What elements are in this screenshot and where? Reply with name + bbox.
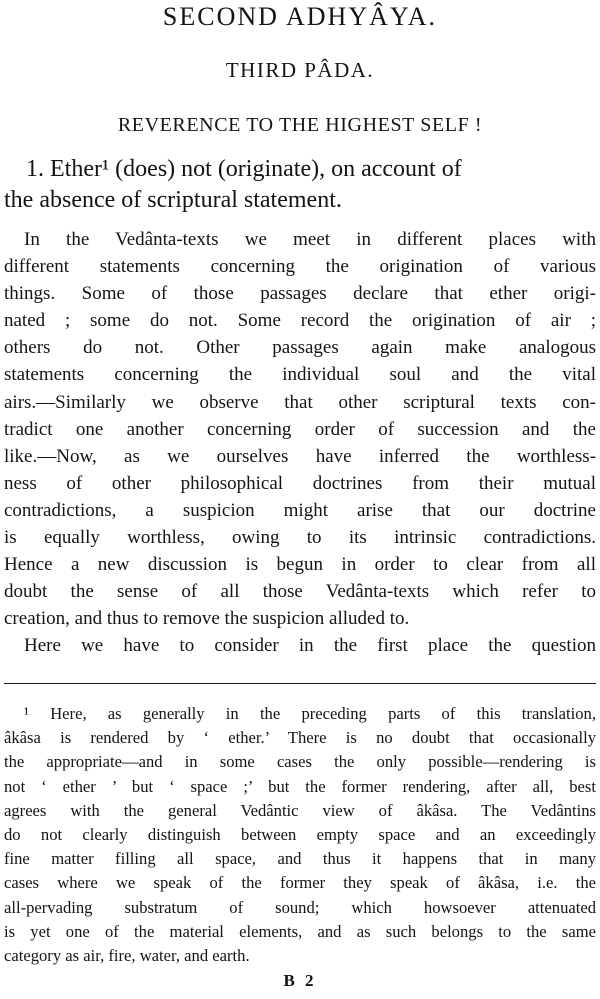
commentary-line: is equally worthless, owing to its intrinsic contradictions. xyxy=(4,527,596,549)
commentary-line: nated ; some do not. Some record the origination of air ; xyxy=(4,310,596,332)
footnote-line: not ‘ ether ’ but ‘ space ;’ but the former rendering, after all, best xyxy=(4,776,596,796)
footnote-line: fine matter filling all space, and thus it happens that in many xyxy=(4,849,596,869)
sutra-line: the absence of scriptural statement. xyxy=(4,187,342,213)
footnote-divider xyxy=(4,683,596,684)
footnote-line: âkâsa is rendered by ‘ ether.’ There is no doubt that occasionally xyxy=(4,728,596,748)
commentary-line: others do not. Other passages again make analogous xyxy=(4,337,596,359)
footnote-line: category as air, fire, water, and earth. xyxy=(4,945,250,965)
commentary-line: things. Some of those passages declare that ether origi- xyxy=(4,283,596,305)
commentary-line: contradictions, a suspicion might arise that our doctrine xyxy=(4,499,596,521)
commentary-line: creation, and thus to remove the suspicion alluded to. xyxy=(4,608,410,630)
section-title: THIRD PÂDA. xyxy=(225,58,375,82)
footnote-line: all-pervading substratum of sound; which howsoever attenuated xyxy=(4,897,596,917)
commentary-line: ness of other philosophical doctrines from their mutual xyxy=(4,472,596,494)
footnote-line: agrees with the general Vedântic view of âkâsa. The Vedântins xyxy=(4,800,596,820)
footnote-line: the appropriate—and in some cases the only possible—rendering is xyxy=(4,752,596,772)
invocation-heading: REVERENCE TO THE HIGHEST SELF ! xyxy=(117,114,483,136)
footnote-line: is yet one of the material elements, and as such belongs to the same xyxy=(4,921,596,941)
commentary-line: like.—Now, as we ourselves have inferred the worthless- xyxy=(4,445,596,467)
chapter-title: SECOND ADHYÂYA. xyxy=(162,2,438,31)
commentary-line: In the Vedânta-texts we meet in different places with xyxy=(24,229,596,250)
signature-mark: B 2 xyxy=(283,971,317,990)
commentary-line: airs.—Similarly we observe that other scriptural texts con- xyxy=(4,391,596,413)
sutra-text xyxy=(4,154,596,216)
footnote-line: ¹ Here, as generally in the preceding parts of this translation, xyxy=(24,704,596,723)
footnote-line: cases where we speak of the former they speak of âkâsa, i.e. the xyxy=(4,873,596,893)
sutra-line: 1. Ether¹ (does) not (originate), on account of xyxy=(26,156,462,182)
commentary-body xyxy=(4,226,596,660)
commentary-line: statements concerning the individual soul and the vital xyxy=(4,364,596,386)
commentary-line: Hence a new discussion is begun in order to clear from all xyxy=(4,554,596,576)
commentary-line: different statements concerning the origination of various xyxy=(4,256,596,278)
commentary-line: doubt the sense of all those Vedânta-texts which refer to xyxy=(4,581,596,603)
commentary-line: tradict one another concerning order of succession and the xyxy=(4,418,596,440)
commentary-line: Here we have to consider in the first place the question xyxy=(24,635,596,657)
footnote xyxy=(4,702,596,968)
footnote-line: do not clearly distinguish between empty space and an exceedingly xyxy=(4,824,596,844)
